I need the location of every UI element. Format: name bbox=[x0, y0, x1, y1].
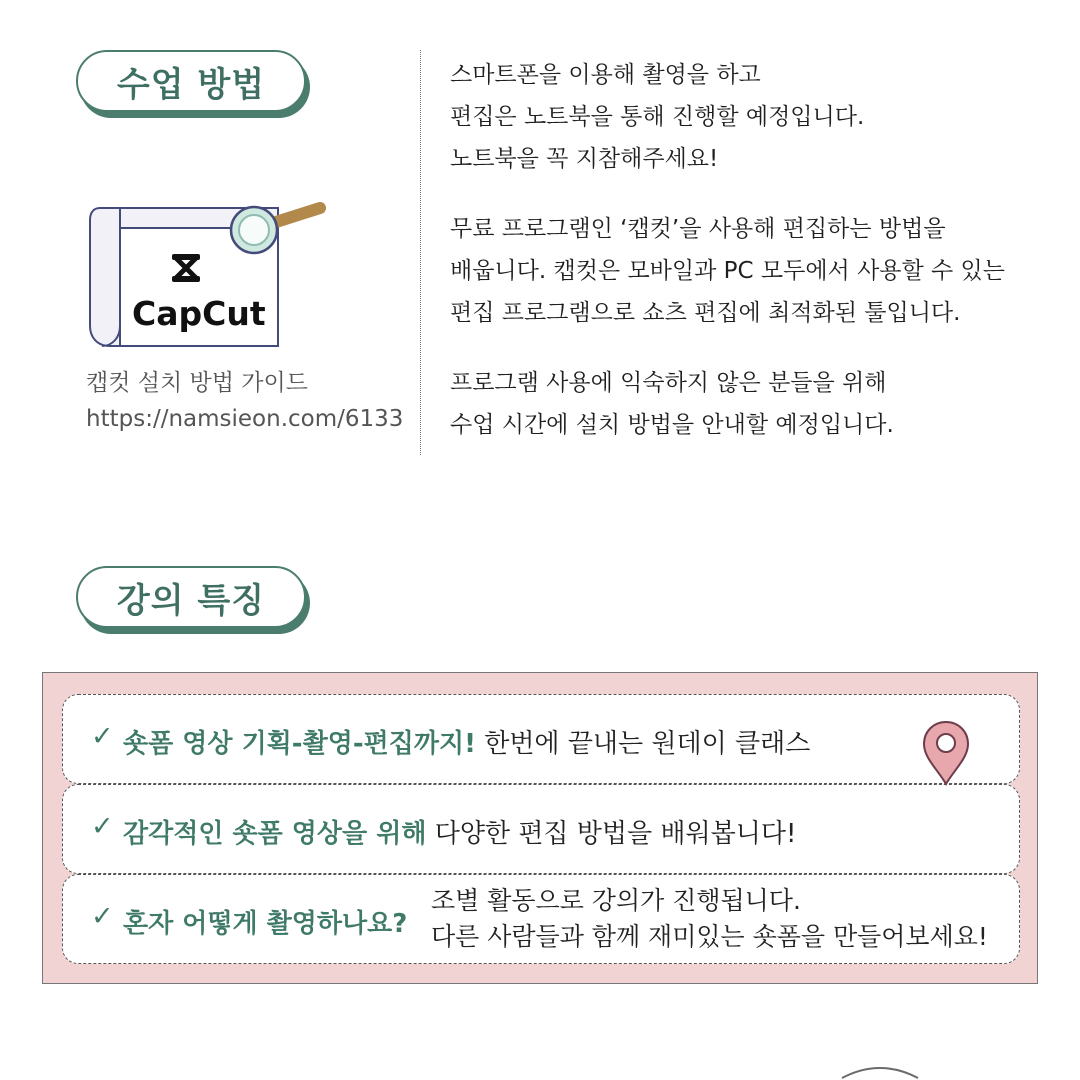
feature-highlight-3: 혼자 어떻게 촬영하나요? bbox=[123, 909, 408, 939]
feature-description-3: 조별 활동으로 강의가 진행됩니다. 다른 사람들과 함께 재미있는 숏폼을 만들어보세요! bbox=[431, 886, 988, 951]
feature-text-2: 감각적인 숏폼 영상을 위해 다양한 편집 방법을 배워봅니다! bbox=[123, 819, 797, 849]
check-icon: ✓ bbox=[91, 721, 114, 752]
location-pin-icon bbox=[918, 718, 974, 788]
decorative-arc bbox=[840, 1062, 920, 1080]
feature-text-1: 숏폼 영상 기획-촬영-편집까지! 한번에 끝내는 원데이 클래스 bbox=[123, 729, 811, 759]
method-paragraph-2: 무료 프로그램인 ‘캡컷’을 사용해 편집하는 방법을 배웁니다. 캡컷은 모바일과 PC 모두에서 사용할 수 있는 편집 프로그램으로 쇼츠 편집에 최적화된 툴입니다. bbox=[450, 216, 1005, 326]
feature-item-1 bbox=[62, 694, 1020, 784]
capcut-guide-title: 캡컷 설치 방법 가이드 bbox=[86, 370, 308, 396]
section-divider bbox=[420, 50, 421, 455]
section-title-method: 수업 방법 bbox=[76, 50, 306, 112]
capcut-logo-text: CapCut bbox=[132, 294, 266, 333]
check-icon: ✓ bbox=[91, 811, 114, 842]
capcut-illustration bbox=[88, 198, 338, 358]
section-title-features: 강의 특징 bbox=[76, 566, 306, 628]
capcut-guide-link[interactable]: https://namsieon.com/6133 bbox=[86, 406, 404, 432]
feature-item-3 bbox=[62, 874, 1020, 964]
method-paragraph-1: 스마트폰을 이용해 촬영을 하고 편집은 노트북을 통해 진행할 예정입니다. 노트북을 꼭 지참해주세요! bbox=[450, 62, 865, 172]
method-paragraph-3: 프로그램 사용에 익숙하지 않은 분들을 위해 수업 시간에 설치 방법을 안내할 예정입니다. bbox=[450, 370, 894, 438]
check-icon: ✓ bbox=[91, 901, 114, 932]
feature-item-2 bbox=[62, 784, 1020, 874]
